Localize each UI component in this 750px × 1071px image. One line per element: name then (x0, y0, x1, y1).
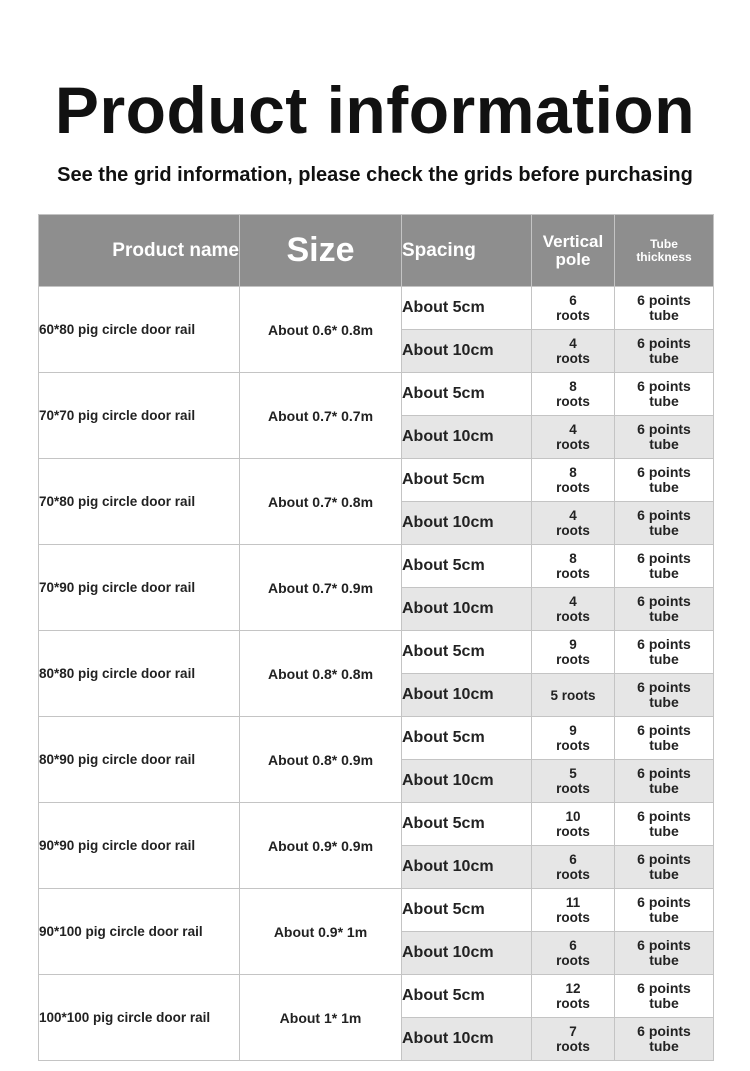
vertical-pole-cell: 9 roots (532, 631, 615, 674)
spacing-cell: About 10cm (402, 330, 532, 373)
vertical-pole-cell: 4 roots (532, 330, 615, 373)
vertical-pole-cell: 8 roots (532, 545, 615, 588)
tube-thickness-cell: 6 points tube (615, 1018, 714, 1061)
tube-thickness-cell: 6 points tube (615, 889, 714, 932)
size-cell: About 0.8* 0.8m (240, 631, 402, 717)
tube-thickness-cell: 6 points tube (615, 416, 714, 459)
spacing-cell: About 10cm (402, 502, 532, 545)
tube-thickness-cell: 6 points tube (615, 674, 714, 717)
spacing-cell: About 10cm (402, 1018, 532, 1061)
vertical-pole-cell: 4 roots (532, 502, 615, 545)
header-spacing: Spacing (402, 215, 532, 287)
spacing-cell: About 10cm (402, 674, 532, 717)
tube-thickness-cell: 6 points tube (615, 502, 714, 545)
vertical-pole-cell: 10 roots (532, 803, 615, 846)
vertical-pole-cell: 6 roots (532, 932, 615, 975)
vertical-pole-cell: 8 roots (532, 459, 615, 502)
tube-thickness-cell: 6 points tube (615, 287, 714, 330)
spacing-cell: About 5cm (402, 373, 532, 416)
size-cell: About 0.7* 0.7m (240, 373, 402, 459)
table-row (39, 373, 714, 416)
tube-thickness-cell: 6 points tube (615, 803, 714, 846)
table-row (39, 545, 714, 588)
page-subtitle: See the grid information, please check the grids before purchasing (57, 164, 693, 186)
table-row (39, 803, 714, 846)
vertical-pole-cell: 12 roots (532, 975, 615, 1018)
table-row (39, 889, 714, 932)
spacing-cell: About 5cm (402, 631, 532, 674)
spacing-cell: About 10cm (402, 846, 532, 889)
size-cell: About 0.7* 0.9m (240, 545, 402, 631)
tube-thickness-cell: 6 points tube (615, 717, 714, 760)
vertical-pole-cell: 6 roots (532, 846, 615, 889)
vertical-pole-cell: 4 roots (532, 416, 615, 459)
header-size: Size (240, 215, 402, 287)
spacing-cell: About 5cm (402, 803, 532, 846)
spacing-cell: About 5cm (402, 975, 532, 1018)
product-name-cell: 70*70 pig circle door rail (39, 373, 240, 459)
tube-thickness-cell: 6 points tube (615, 330, 714, 373)
product-name-cell: 80*90 pig circle door rail (39, 717, 240, 803)
header-product-name: Product name (39, 215, 240, 287)
vertical-pole-cell: 11 roots (532, 889, 615, 932)
tube-thickness-cell: 6 points tube (615, 631, 714, 674)
size-cell: About 0.6* 0.8m (240, 287, 402, 373)
spacing-cell: About 5cm (402, 459, 532, 502)
table-row (39, 975, 714, 1018)
size-cell: About 0.9* 1m (240, 889, 402, 975)
spacing-cell: About 5cm (402, 889, 532, 932)
vertical-pole-cell: 9 roots (532, 717, 615, 760)
product-name-cell: 80*80 pig circle door rail (39, 631, 240, 717)
vertical-pole-cell: 4 roots (532, 588, 615, 631)
table-header-row (39, 215, 714, 287)
product-name-cell: 90*100 pig circle door rail (39, 889, 240, 975)
vertical-pole-cell: 7 roots (532, 1018, 615, 1061)
spacing-cell: About 10cm (402, 588, 532, 631)
product-name-cell: 60*80 pig circle door rail (39, 287, 240, 373)
size-cell: About 0.7* 0.8m (240, 459, 402, 545)
tube-thickness-cell: 6 points tube (615, 932, 714, 975)
tube-thickness-cell: 6 points tube (615, 846, 714, 889)
header-tube-thickness: Tube thickness (615, 215, 714, 287)
table-row (39, 631, 714, 674)
table-row (39, 287, 714, 330)
spacing-cell: About 10cm (402, 416, 532, 459)
spacing-cell: About 10cm (402, 932, 532, 975)
table-row (39, 717, 714, 760)
spacing-cell: About 5cm (402, 545, 532, 588)
size-cell: About 0.8* 0.9m (240, 717, 402, 803)
page-title: Product information (54, 73, 696, 147)
tube-thickness-cell: 6 points tube (615, 373, 714, 416)
vertical-pole-cell: 8 roots (532, 373, 615, 416)
tube-thickness-cell: 6 points tube (615, 459, 714, 502)
tube-thickness-cell: 6 points tube (615, 588, 714, 631)
tube-thickness-cell: 6 points tube (615, 545, 714, 588)
vertical-pole-cell: 6 roots (532, 287, 615, 330)
product-grid-table (38, 214, 714, 1061)
spacing-cell: About 10cm (402, 760, 532, 803)
vertical-pole-cell: 5 roots (532, 674, 615, 717)
size-cell: About 0.9* 0.9m (240, 803, 402, 889)
product-name-cell: 100*100 pig circle door rail (39, 975, 240, 1061)
tube-thickness-cell: 6 points tube (615, 760, 714, 803)
vertical-pole-cell: 5 roots (532, 760, 615, 803)
product-name-cell: 90*90 pig circle door rail (39, 803, 240, 889)
table-row (39, 459, 714, 502)
header-vertical-pole: Vertical pole (532, 215, 615, 287)
spacing-cell: About 5cm (402, 287, 532, 330)
product-name-cell: 70*80 pig circle door rail (39, 459, 240, 545)
spacing-cell: About 5cm (402, 717, 532, 760)
size-cell: About 1* 1m (240, 975, 402, 1061)
tube-thickness-cell: 6 points tube (615, 975, 714, 1018)
product-name-cell: 70*90 pig circle door rail (39, 545, 240, 631)
